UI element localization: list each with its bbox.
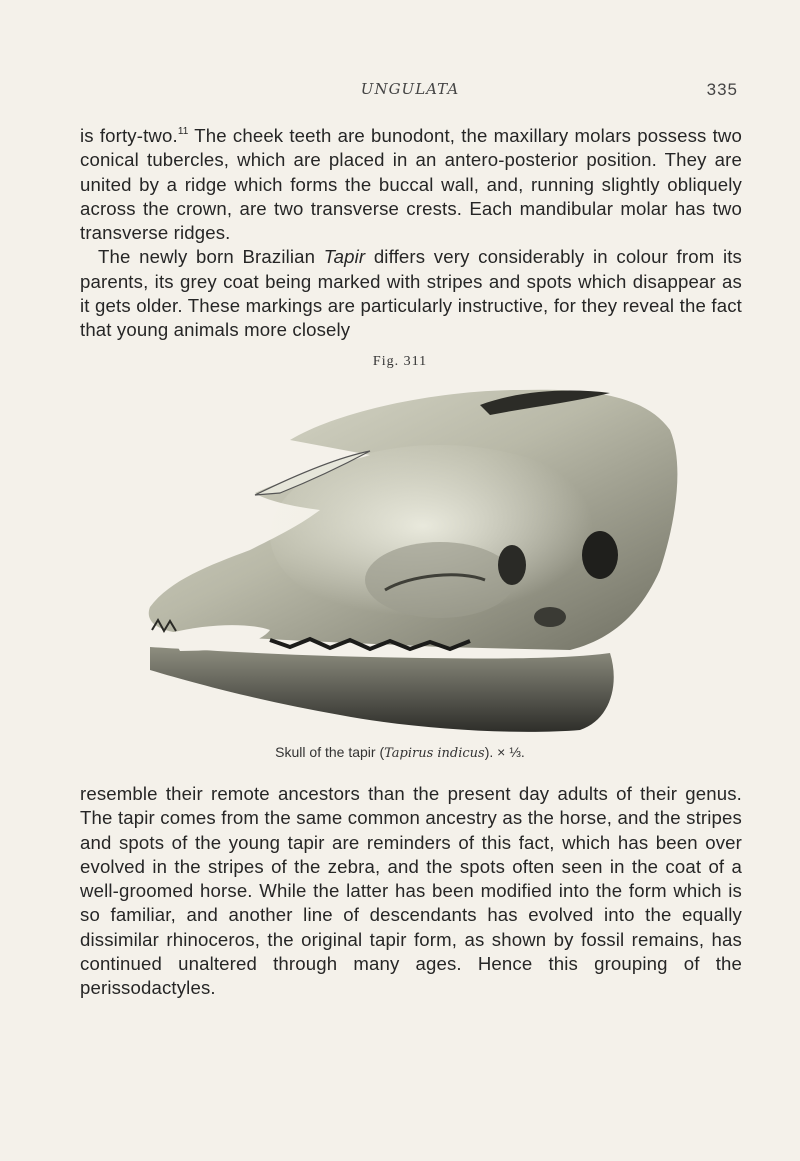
- figure-label: Fig. 311: [372, 354, 428, 369]
- caption-end: ). × ⅓.: [484, 744, 525, 760]
- page-number: 335: [706, 80, 738, 99]
- caption-species: Tapirus indicus: [384, 746, 485, 761]
- caption-start: Skull of the tapir (: [275, 744, 385, 760]
- body-paragraph-top: [80, 124, 742, 343]
- tapir-skull-figure: [140, 385, 680, 740]
- mandible-shape: [150, 647, 614, 732]
- paragraph-second-start: The newly born Brazilian: [98, 246, 324, 268]
- paragraph-text: The cheek teeth are bunodont, the maxillary molars possess two conical tubercles, which are placed in an antero-posterior position. They are united by a ridge which forms the buccal wall, and, running slightly obliquely across the crown, are two transverse crests. Each mandibular molar has two transverse ridges.: [80, 125, 743, 244]
- running-title: UNGULATA: [360, 80, 460, 98]
- paragraph-lead: is forty-two.: [80, 125, 178, 146]
- running-head: [80, 80, 740, 106]
- figure-caption: [0, 744, 800, 761]
- temporal-opening: [498, 545, 526, 585]
- body-paragraph-bottom: resemble their remote ancestors than the present day adults of their genus. The tapir comes from the same common ancestry as the horse, and the stripes and spots of the young tapir are reminders of this fact, which has been over evolved in the stripes of the zebra, and the spots often seen in the coat of a well-groomed horse. While the latter has been modified into the form which is so familiar, and another line of descendants has evolved into the equally dissimilar rhinoceros, the original tapir form, as shown by fossil remains, has continued unaltered through many ages. Hence this grouping of the perissodactyles.: [80, 783, 742, 999]
- tapir-skull-image: [140, 385, 680, 740]
- orbit-fossa: [365, 542, 515, 618]
- paragraph-second-rest: differs very considerably in colour from its parents, its grey coat being marked with stripes and spots which disappear as it gets older. These markings are particularly instructive, for they reveal the fact that young animals more closely: [80, 246, 743, 341]
- auditory-opening: [582, 531, 618, 579]
- tapir-italic: Tapir: [323, 246, 366, 268]
- footnote-reference: 11: [177, 126, 189, 137]
- condyle-shadow: [534, 607, 566, 627]
